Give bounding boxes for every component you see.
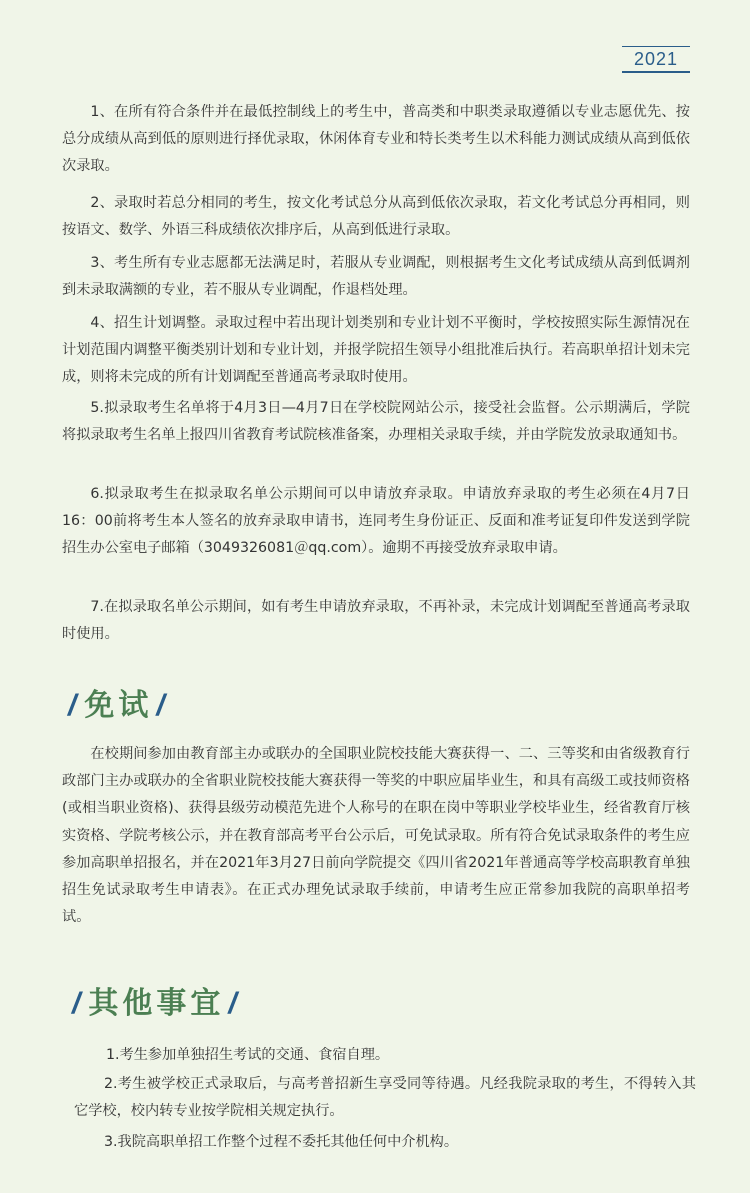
slash-decoration: / (156, 689, 169, 722)
list-item: 2.考生被学校正式录取后，与高考普招新生享受同等待遇。凡经我院录取的考生，不得转入其它学校，校内转专业按学院相关规定执行。 (74, 1076, 696, 1120)
list-item: 3.我院高职单招工作整个过程不委托其他任何中介机构。 (104, 1134, 459, 1150)
rule-paragraph: 1、在所有符合条件并在最低控制线上的考生中，普高类和中职类录取遵循以专业志愿优先、按总分成绩从高到低的原则进行择优录取，休闲体育专业和特长类考生以术科能力测试成绩从高到低依次录取。 (62, 104, 690, 175)
list-item: 1.考生参加单独招生考试的交通、食宿自理。 (106, 1047, 390, 1063)
other-matters-heading-text: 其他事宜 (88, 986, 225, 1021)
slash-decoration: / (72, 987, 85, 1020)
rule-paragraph: 6.拟录取考生在拟录取名单公示期间可以申请放弃录取。申请放弃录取的考生必须在4月7日16：00前将考生本人签名的放弃录取申请书，连同考生身份证正、反面和准考证复印件发送到学院招生办公室电子邮箱（3049326081＠qq.com）。逾期不再接受放弃录取申请。 (62, 486, 690, 557)
other-matters-heading (72, 978, 241, 1022)
rule-paragraph: 3、考生所有专业志愿都无法满足时，若服从专业调配，则根据考生文化考试成绩从高到低调剂到未录取满额的专业，若不服从专业调配，作退档处理。 (62, 255, 690, 299)
exemption-heading-text: 免试 (84, 688, 153, 723)
rule-paragraph: 5.拟录取考生名单将于4月3日—4月7日在学校院网站公示，接受社会监督。公示期满后，学院将拟录取考生名单上报四川省教育考试院核准备案，办理相关录取手续，并由学院发放录取通知书。 (62, 400, 690, 444)
exemption-heading (68, 680, 169, 724)
year-badge: 2021 (622, 46, 690, 73)
slash-decoration: / (68, 689, 81, 722)
rule-paragraph: 7.在拟录取名单公示期间，如有考生申请放弃录取，不再补录，未完成计划调配至普通高考录取时使用。 (62, 599, 690, 643)
slash-decoration: / (228, 987, 241, 1020)
rule-paragraph: 4、招生计划调整。录取过程中若出现计划类别和专业计划不平衡时，学校按照实际生源情况在计划范围内调整平衡类别计划和专业计划，并报学院招生领导小组批准后执行。若高职单招计划未完成，则将未完成的所有计划调配至普通高考录取时使用。 (62, 315, 690, 386)
rule-paragraph: 2、录取时若总分相同的考生，按文化考试总分从高到低依次录取，若文化考试总分再相同，则按语文、数学、外语三科成绩依次排序后，从高到低进行录取。 (62, 195, 690, 239)
exemption-text: 在校期间参加由教育部主办或联办的全国职业院校技能大赛获得一、二、三等奖和由省级教育行政部门主办或联办的全省职业院校技能大赛获得一等奖的中职应届毕业生，和具有高级工或技师资格(或相当职业资格)、获得县级劳动模范先进个人称号的在职在岗中等职业学校毕业生，经省教育厅核实资格、学院考核公示，并在教育部高考平台公示后，可免试录取。所有符合免试录取条件的考生应参加高职单招报名，并在2021年3月27日前向学院提交《四川省2021年普通高等学校高职教育单独招生免试录取考生申请表》。在正式办理免试录取手续前，申请考生应正常参加我院的高职单招考试。 (62, 746, 690, 926)
